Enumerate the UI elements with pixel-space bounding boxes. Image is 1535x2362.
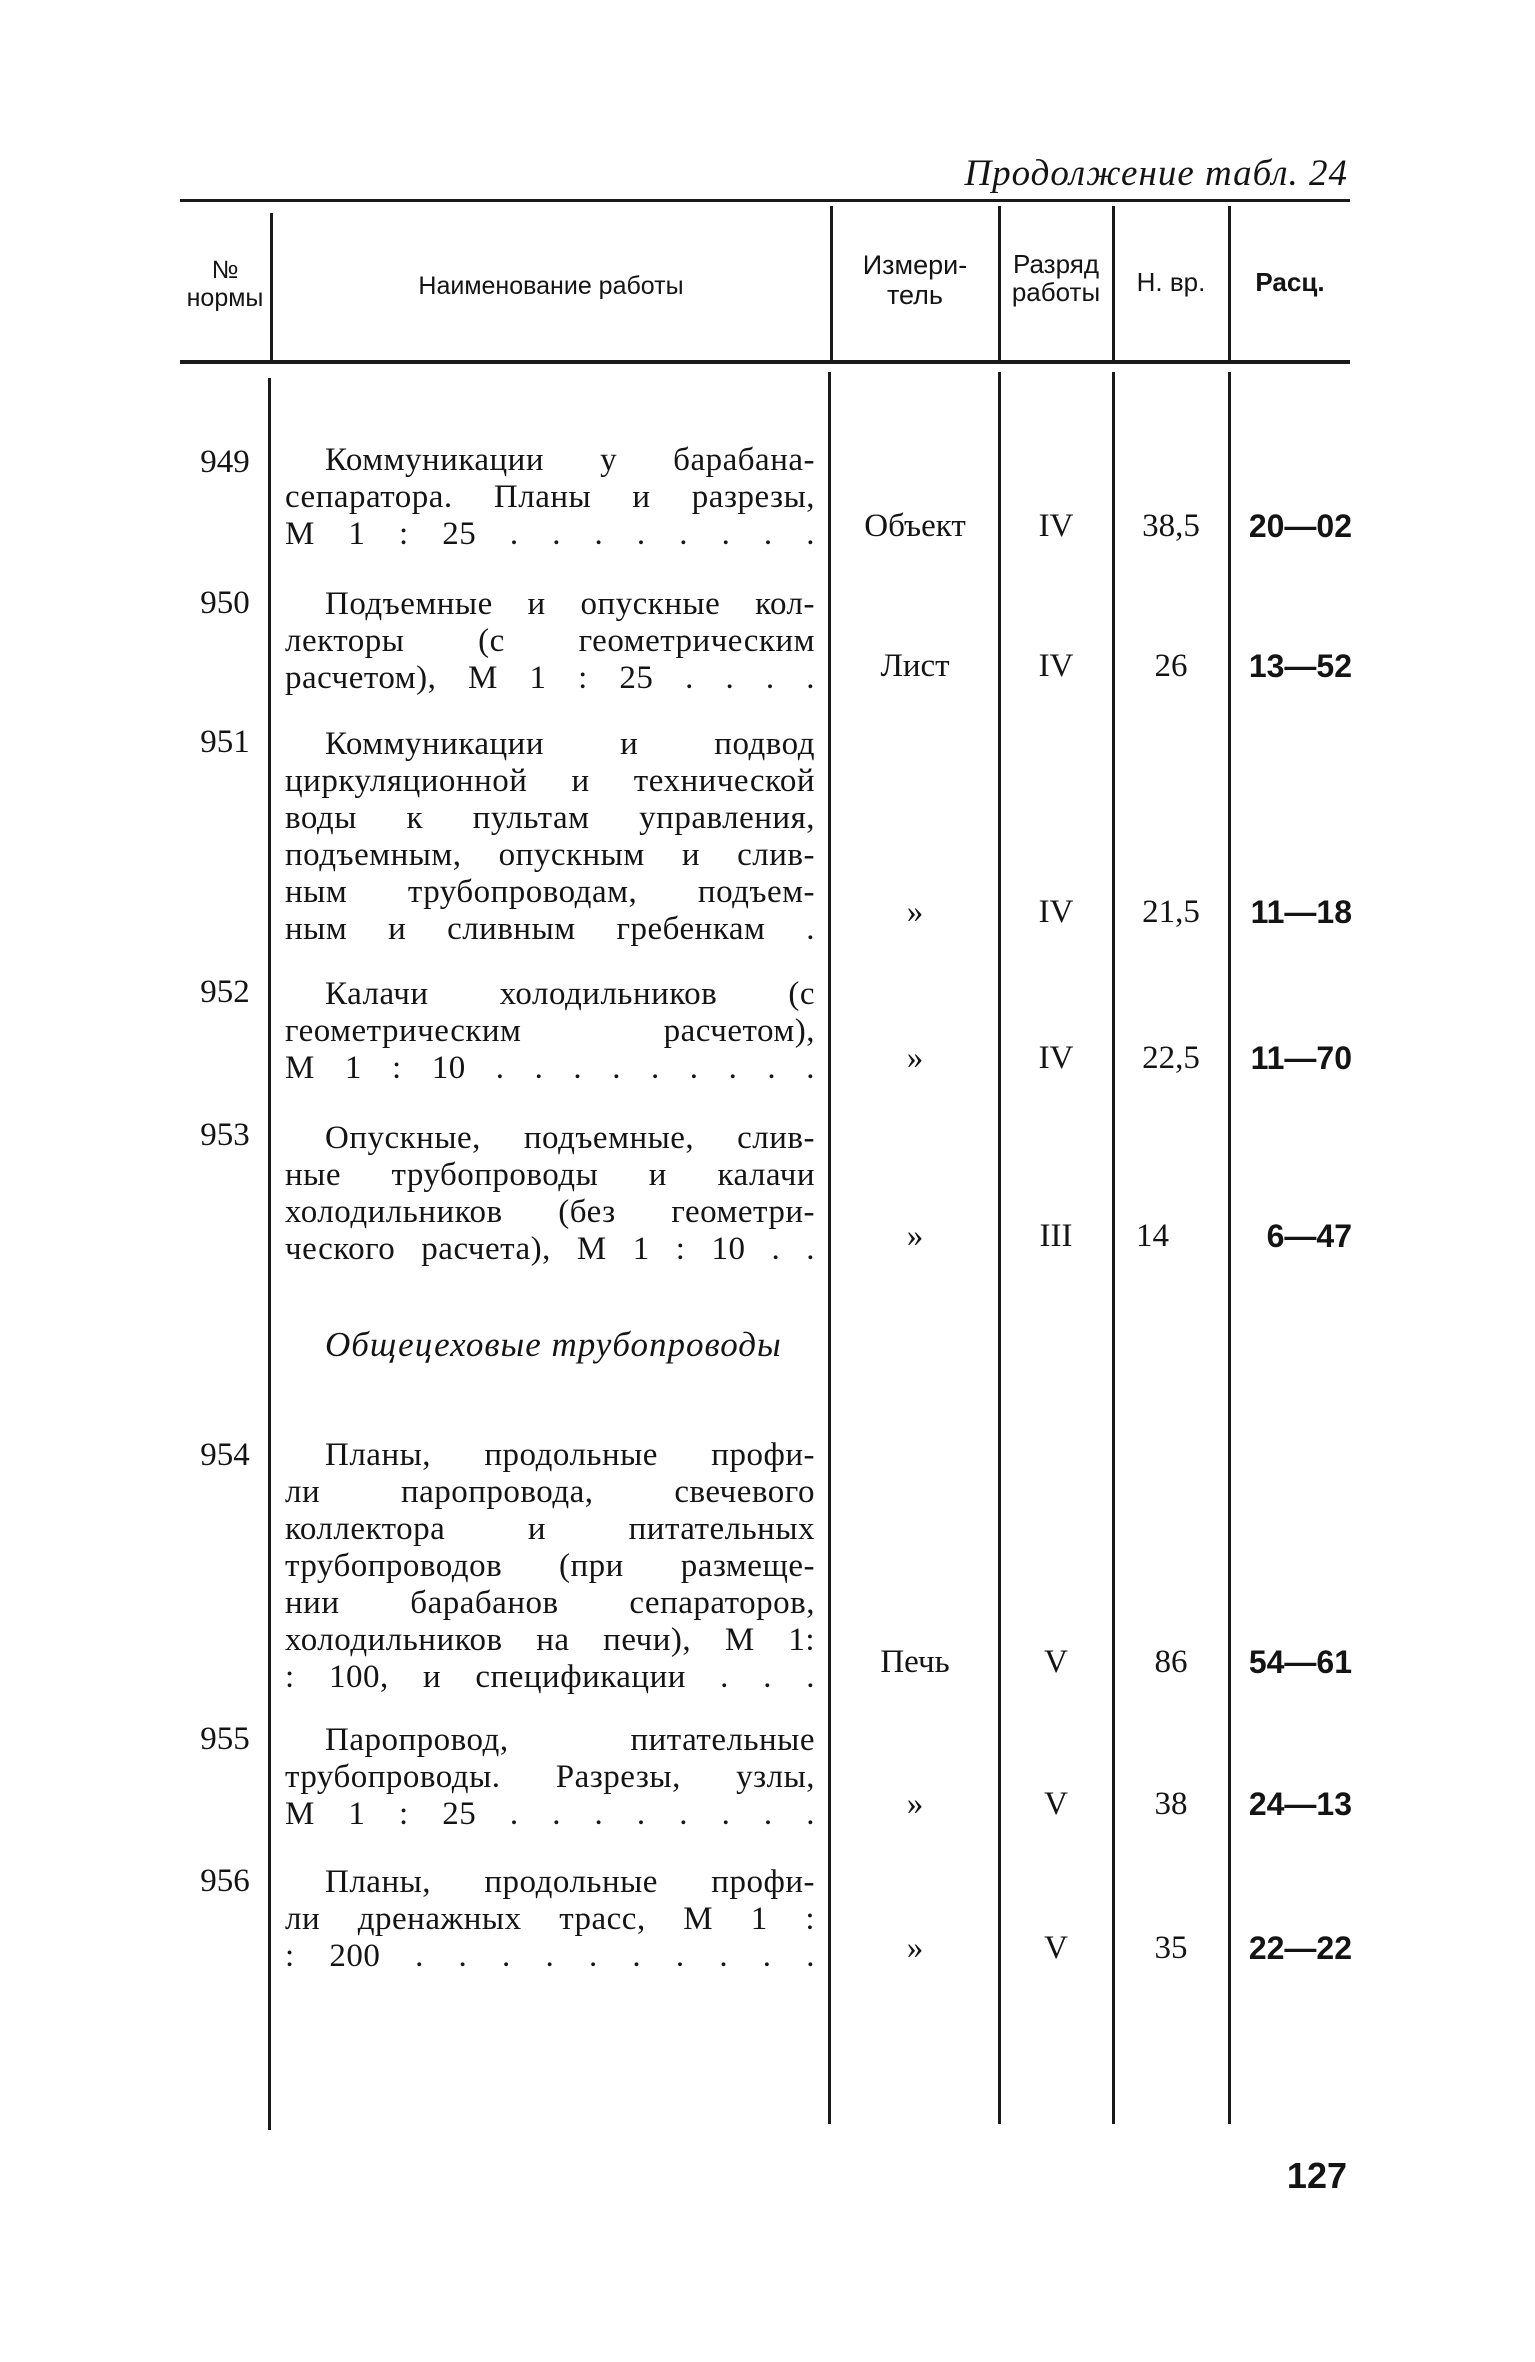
row-hours: 38 — [1154, 1786, 1188, 1822]
row-unit: Лист — [880, 648, 950, 684]
row-name — [285, 1864, 815, 1975]
row-name-line: Коммуникации и подвод — [325, 726, 815, 762]
row-rate: 11—70 — [1250, 1040, 1352, 1076]
row-num: 952 — [200, 974, 250, 1010]
row-name-line: трубопроводов (при размеще- — [285, 1548, 815, 1584]
page-number: 127 — [1286, 2155, 1347, 2196]
row-name-line: расчетом), М 1 : 25 . . . . — [285, 660, 815, 696]
row-name-line: Опускные, подъемные, слив- — [325, 1120, 815, 1156]
row-name — [285, 726, 815, 948]
row-name-line: сепаратора. Планы и разрезы, — [285, 479, 815, 515]
row-name-line: Паропровод, питательные — [325, 1722, 815, 1758]
header-grade-line2: работы — [1011, 277, 1101, 307]
row-name — [285, 976, 815, 1087]
row-name-line: нии барабанов сепараторов, — [285, 1585, 815, 1621]
row-hours: 22,5 — [1142, 1040, 1200, 1076]
row-unit: » — [906, 1040, 924, 1076]
row-name-line: холодильников на печи), М 1: — [285, 1622, 815, 1658]
row-unit: Объект — [864, 508, 966, 544]
header-hours: Н. вр. — [1136, 267, 1206, 297]
row-name-line: М 1 : 25 . . . . . . . . — [285, 1796, 815, 1832]
row-num: 953 — [200, 1117, 250, 1153]
row-rate: 6—47 — [1266, 1218, 1352, 1254]
row-name-line: Планы, продольные профи- — [325, 1864, 815, 1900]
row-name-line: циркуляционной и технической — [285, 763, 815, 799]
header-bottom-rule — [180, 360, 1350, 364]
header-grade — [1000, 250, 1112, 306]
row-grade: IV — [1038, 508, 1074, 544]
row-unit: » — [906, 894, 924, 930]
row-unit: » — [906, 1218, 924, 1254]
row-unit: » — [906, 1786, 924, 1822]
row-name-line: коллектора и питательных — [285, 1511, 815, 1547]
row-name-line: воды к пультам управления, — [285, 800, 815, 836]
row-rate: 22—22 — [1248, 1930, 1352, 1966]
row-hours: 38,5 — [1142, 508, 1200, 544]
row-name — [285, 1120, 815, 1268]
row-hours: 21,5 — [1142, 894, 1200, 930]
row-grade: IV — [1038, 648, 1074, 684]
row-rate: 24—13 — [1248, 1786, 1352, 1822]
row-name-line: трубопроводы. Разрезы, узлы, — [285, 1759, 815, 1795]
row-name-line: ческого расчета), М 1 : 10 . . — [285, 1231, 815, 1267]
row-grade: V — [1044, 1786, 1068, 1822]
body-divider-2 — [828, 372, 831, 2124]
row-rate: 13—52 — [1248, 648, 1352, 684]
header-unit — [832, 250, 998, 310]
header-rate: Расц. — [1255, 267, 1325, 297]
row-name-line: лекторы (с геометрическим — [285, 623, 815, 659]
header-num-line1: № — [211, 256, 239, 284]
row-num: 956 — [200, 1863, 250, 1899]
header-num-line2: нормы — [186, 284, 264, 312]
table-top-rule — [180, 199, 1350, 202]
row-name-line: подъемным, опускным и слив- — [285, 837, 815, 873]
header-num — [180, 256, 270, 312]
row-name — [285, 442, 815, 553]
row-grade: IV — [1038, 1040, 1074, 1076]
header-unit-line2: тель — [886, 280, 943, 310]
header-name: Наименование работы — [418, 272, 684, 300]
row-name-line: Калачи холодильников (с — [325, 976, 815, 1012]
row-grade: V — [1044, 1930, 1068, 1966]
row-hours: 86 — [1154, 1644, 1188, 1680]
table-caption: Продолжение табл. 24 — [964, 153, 1348, 194]
row-name-line: М 1 : 10 . . . . . . . . . — [285, 1050, 815, 1086]
header-grade-line1: Разряд — [1013, 249, 1099, 279]
row-unit: » — [906, 1930, 924, 1966]
row-name-line: : 200 . . . . . . . . . . — [285, 1938, 815, 1974]
row-name-line: холодильников (без геометри- — [285, 1194, 815, 1230]
row-name-line: Планы, продольные профи- — [325, 1437, 815, 1473]
row-grade: IV — [1038, 894, 1074, 930]
row-name — [285, 1437, 815, 1696]
row-num: 950 — [200, 585, 250, 621]
row-name-line: ли паропровода, свечевого — [285, 1474, 815, 1510]
row-name-line: : 100, и спецификации . . . — [285, 1659, 815, 1695]
row-num: 954 — [200, 1437, 250, 1473]
row-name-line: ным трубопроводам, подъем- — [285, 874, 815, 910]
row-hours: 26 — [1154, 648, 1188, 684]
row-rate: 54—61 — [1248, 1644, 1352, 1680]
header-unit-line1: Измери- — [862, 250, 968, 280]
row-rate: 11—18 — [1250, 894, 1352, 930]
row-num: 951 — [200, 724, 250, 760]
row-name-line: ным и сливным гребенкам . — [285, 911, 815, 947]
row-name-line: ли дренажных трасс, М 1 : — [285, 1901, 815, 1937]
row-grade: V — [1044, 1644, 1068, 1680]
row-name-line: Коммуникации у барабана- — [325, 442, 815, 478]
row-grade: III — [1039, 1218, 1073, 1254]
row-name-line: ные трубопроводы и калачи — [285, 1157, 815, 1193]
row-hours: 14 — [1136, 1218, 1169, 1254]
row-hours: 35 — [1154, 1930, 1188, 1966]
row-name-line: Подъемные и опускные кол- — [325, 586, 815, 622]
row-num: 955 — [200, 1721, 250, 1757]
row-name — [285, 586, 815, 697]
row-name-line: М 1 : 25 . . . . . . . . — [285, 516, 815, 552]
section-title: Общецеховые трубопроводы — [325, 1325, 782, 1364]
row-name-line: геометрическим расчетом), — [285, 1013, 815, 1049]
row-num: 949 — [200, 444, 250, 480]
row-name — [285, 1722, 815, 1833]
row-unit: Печь — [880, 1644, 950, 1680]
row-rate: 20—02 — [1248, 508, 1352, 544]
